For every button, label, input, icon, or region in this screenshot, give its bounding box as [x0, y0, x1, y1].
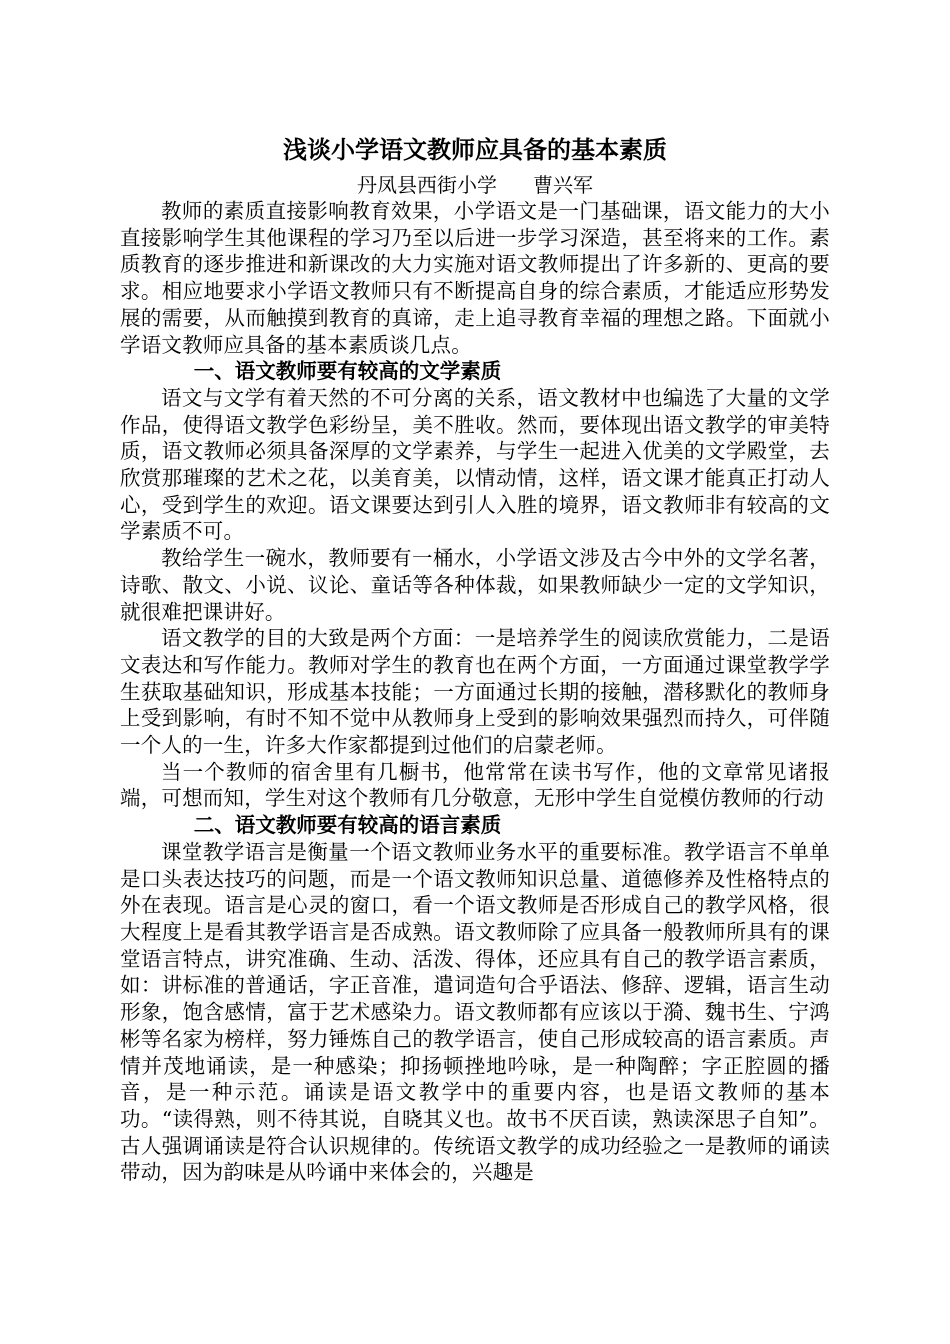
document-title: 浅谈小学语文教师应具备的基本素质 — [283, 136, 667, 164]
author-name: 曹兴军 — [533, 173, 593, 197]
section1-paragraph: 语文与文学有着天然的不可分离的关系，语文教材中也编选了大量的文学作品，使得语文教学色彩纷呈，美不胜收。然而，要体现出语文教学的审美特质，语文教师必须具备深厚的文学素养，与学生一起进入优美的文学殿堂，去欣赏那璀璨的艺术之花，以美育美，以情动情，这样，语文课才能真正打动人心，受到学生的欢迎。语文课要达到引人入胜的境界，语文教师非有较高的文学素质不可。 — [120, 385, 830, 544]
section1-paragraph: 教给学生一碗水，教师要有一桶水，小学语文涉及古今中外的文学名著，诗歌、散文、小说、议论、童话等各种体裁，如果教师缺少一定的文学知识，就很难把课讲好。 — [120, 546, 830, 624]
section1-paragraph: 语文教学的目的大致是两个方面：一是培养学生的阅读欣赏能力，二是语文表达和写作能力。教师对学生的教育也在两个方面，一方面通过课堂教学学生获取基础知识，形成基本技能；一方面通过长期的接触，潜移默化的教师身上受到影响，有时不知不觉中从教师身上受到的影响效果强烈而持久，可伴随一个人的一生，许多大作家都提到过他们的启蒙老师。 — [120, 626, 830, 758]
section2-paragraph: 课堂教学语言是衡量一个语文教师业务水平的重要标准。教学语言不单单是口头表达技巧的问题，而是一个语文教师知识总量、道德修养及性格特点的外在表现。语言是心灵的窗口，看一个语文教师是否形成自己的教学风格，很大程度上是看其教学语言是否成熟。语文教师除了应具备一般教师所具有的课堂语言特点，讲究准确、生动、活泼、得体，还应具有自己的教学语言素质，如：讲标准的普通话，字正音准，遣词造句合乎语法、修辞、逻辑，语言生动形象，饱含感情，富于艺术感染力。语文教师都有应该以于漪、魏书生、宁鸿彬等名家为榜样，努力锤炼自己的教学语言，使自己形成较高的语言素质。声情并茂地诵读，是一种感染；抑扬顿挫地吟咏，是一种陶醉；字正腔圆的播音，是一种示范。诵读是语文教学中的重要内容，也是语文教师的基本功。“读得熟，则不待其说，自晓其义也。故书不厌百读，熟读深思子自知”。古人强调诵读是符合认识规律的。传统语文教学的成功经验之一是教师的诵读带动，因为韵味是从吟诵中来体会的，兴趣是 — [120, 839, 830, 1185]
section1-paragraph: 当一个教师的宿舍里有几橱书，他常常在读书写作，他的文章常见诸报端，可想而知，学生对这个教师有几分敬意，无形中学生自觉模仿教师的行动 — [120, 759, 830, 811]
section-heading-2: 二、语文教师要有较高的语言素质 — [193, 813, 502, 838]
author-line — [120, 172, 830, 198]
intro-paragraph: 教师的素质直接影响教育效果，小学语文是一门基础课，语文能力的大小直接影响学生其他课程的学习乃至以后进一步学习深造，甚至将来的工作。素质教育的逐步推进和新课改的大力实施对语文教师提出了许多新的、更高的要求。相应地要求小学语文教师只有不断提高自身的综合素质，才能适应形势发展的需要，从而触摸到教育的真谛，走上追寻教育幸福的理想之路。下面就小学语文教师应具备的基本素质谈几点。 — [120, 199, 830, 357]
author-school: 丹凤县西街小学 — [357, 173, 497, 197]
section-heading-1: 一、语文教师要有较高的文学素质 — [193, 359, 502, 384]
document-page — [120, 132, 830, 1186]
